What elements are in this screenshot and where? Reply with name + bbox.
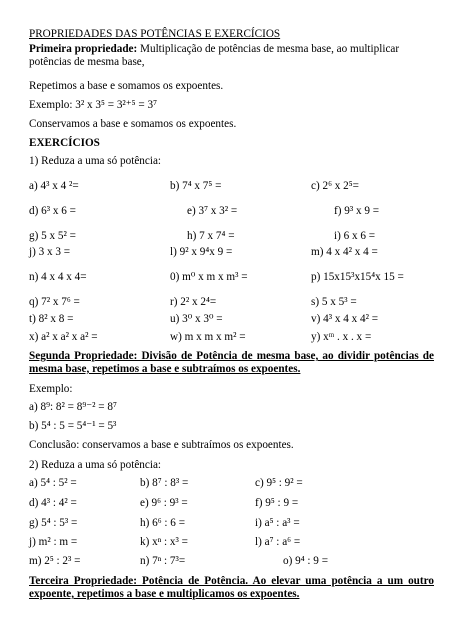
exercise-item: o) 9⁴ : 9 = [283, 555, 329, 567]
exercise-1-row [29, 331, 449, 345]
first-property-text: Multiplicação de potências de mesma base, ao multiplicar potências de mesma base, [29, 43, 400, 68]
exercise-item: v) 4³ x 4 x 4² = [311, 313, 379, 325]
exercise-2-row [29, 517, 449, 531]
second-property-conclusion: Conclusão: conservamos a base e subtraímos os expoentes. [29, 439, 294, 451]
exercise-item: b) 8⁷ : 8³ = [140, 477, 189, 489]
third-property-definition: Terceira Propriedade: Potência de Potência. Ao elevar uma potência a um outro expoente, repetimos a base e multiplicamos os expoentes. [29, 575, 434, 600]
exercise-item: b) 7⁴ x 7⁵ = [170, 180, 222, 192]
exercise-item: j) 3 x 3 = [29, 246, 71, 258]
exercise-1-row [29, 271, 449, 285]
exercise-item: c) 2⁶ x 2⁵= [311, 180, 359, 192]
second-property-definition: Segunda Propriedade: Divisão de Potência de mesma base, ao dividir potências de mesma base, repetimos a base e subtraímos os expoentes. [29, 350, 434, 375]
exercise-item: h) 7 x 7⁴ = [187, 230, 235, 242]
exercise-item: w) m x m x m² = [170, 331, 246, 343]
document-title: PROPRIEDADES DAS POTÊNCIAS E EXERCÍCIOS [29, 28, 281, 40]
exercise-item: y) xᵐ . x . x = [311, 331, 372, 343]
exercise-item: n) 4 x 4 x 4= [29, 271, 87, 283]
exercise-item: g) 5⁴ : 5³ = [29, 517, 78, 529]
exercise-1-row [29, 205, 449, 219]
exercise-item: d) 4³ : 4² = [29, 497, 77, 509]
first-property-rule: Repetimos a base e somamos os expoentes. [29, 80, 224, 92]
exercise-item: m) 2⁵ : 2³ = [29, 555, 81, 567]
first-property-conclusion: Conservamos a base e somamos os expoentes. [29, 118, 237, 130]
exercise-item: i) 6 x 6 = [334, 230, 376, 242]
exercise-1-prompt: 1) Reduza a uma só potência: [29, 155, 162, 167]
exercise-item: f) 9³ x 9 = [334, 205, 380, 217]
exercise-item: h) 6⁶ : 6 = [140, 517, 186, 529]
exercises-heading: EXERCÍCIOS [29, 137, 100, 149]
exercise-item: j) m² : m = [29, 536, 78, 548]
exercise-2-prompt: 2) Reduza a uma só potência: [29, 459, 162, 471]
exercise-item: e) 9⁶ : 9³ = [140, 497, 188, 509]
exercise-item: c) 9⁵ : 9² = [255, 477, 303, 489]
exercise-2-row [29, 497, 449, 511]
exercise-item: m) 4 x 4² x 4 = [311, 246, 378, 258]
first-property-label: Primeira propriedade: [29, 43, 138, 55]
exercise-1-row [29, 246, 449, 260]
exercise-item: g) 5 x 5² = [29, 230, 76, 242]
second-property-example-label: Exemplo: [29, 383, 73, 395]
exercise-1-row [29, 180, 449, 194]
exercise-item: f) 9⁵ : 9 = [255, 497, 299, 509]
exercise-item: n) 7ⁿ : 7³= [140, 555, 186, 567]
second-property-example-a: a) 8⁹: 8² = 8⁹⁻² = 8⁷ [29, 401, 117, 413]
exercise-2-row [29, 477, 449, 491]
exercise-2-row [29, 555, 449, 569]
exercise-1-row [29, 296, 449, 310]
exercise-item: p) 15x15³x15⁴x 15 = [311, 271, 404, 283]
exercise-item: a) 4³ x 4 ²= [29, 180, 79, 192]
exercise-item: q) 7² x 7⁶ = [29, 296, 80, 308]
exercise-1-row [29, 230, 449, 244]
exercise-item: s) 5 x 5³ = [311, 296, 357, 308]
exercise-item: u) 3⁰ x 3⁰ = [170, 313, 223, 325]
exercise-item: e) 3⁷ x 3² = [187, 205, 238, 217]
exercise-item: i) a⁵ : a³ = [255, 517, 300, 529]
exercise-item: r) 2² x 2⁴= [170, 296, 217, 308]
second-property-example-b: b) 5⁴ : 5 = 5⁴⁻¹ = 5³ [29, 420, 117, 432]
exercise-item: t) 8² x 8 = [29, 313, 74, 325]
exercise-item: d) 6³ x 6 = [29, 205, 76, 217]
exercise-item: l) 9² x 9⁴x 9 = [170, 246, 233, 258]
exercise-1-row [29, 313, 449, 327]
exercise-item: x) a² x a² x a² = [29, 331, 98, 343]
exercise-item: 0) m⁰ x m x m³ = [170, 271, 248, 283]
exercise-item: a) 5⁴ : 5² = [29, 477, 77, 489]
exercise-item: k) xⁿ : x³ = [140, 536, 188, 548]
exercise-item: l) a⁷ : a⁶ = [255, 536, 301, 548]
first-property-example: Exemplo: 3² x 3⁵ = 3²⁺⁵ = 3⁷ [29, 99, 157, 111]
exercise-2-row [29, 536, 449, 550]
first-property-definition [29, 43, 434, 69]
